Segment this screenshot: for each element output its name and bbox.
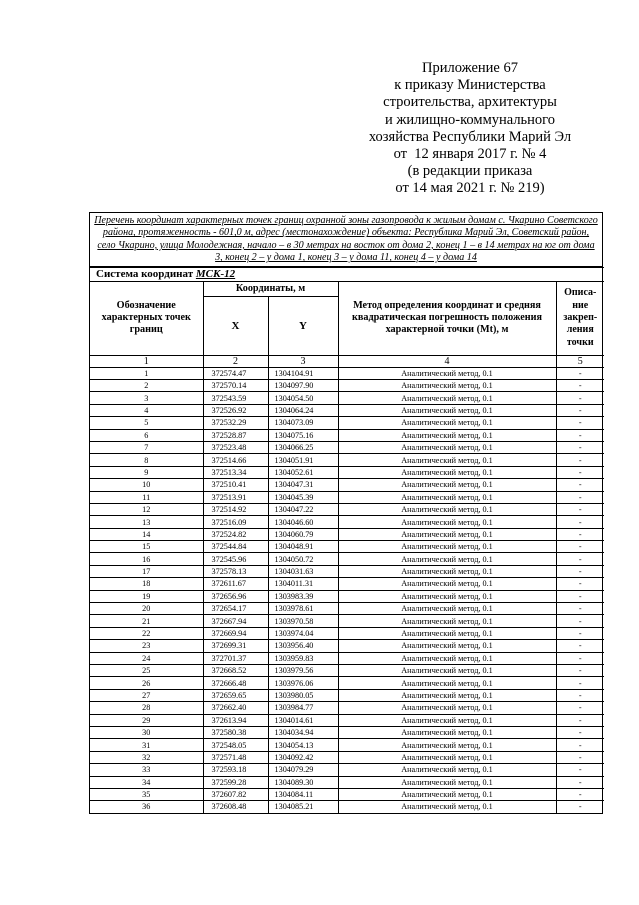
cell-y: 1304060.79: [268, 528, 338, 540]
cell-x: 372548.05: [203, 739, 268, 751]
column-numbers-row: [90, 355, 604, 367]
cell-point: 25: [90, 665, 203, 677]
cell-x: 372613.94: [203, 714, 268, 726]
cell-point: 34: [90, 776, 203, 788]
cell-method: Аналитический метод, 0.1: [338, 466, 556, 478]
cell-desc: -: [556, 714, 604, 726]
cell-y: 1304054.13: [268, 739, 338, 751]
cell-point: 29: [90, 714, 203, 726]
cell-y: 1304066.25: [268, 441, 338, 453]
cell-method: Аналитический метод, 0.1: [338, 367, 556, 379]
cell-point: 17: [90, 565, 203, 577]
column-number: 1: [90, 355, 203, 367]
cell-y: 1304031.63: [268, 565, 338, 577]
cell-desc: -: [556, 380, 604, 392]
header-y: Y: [268, 296, 338, 355]
cell-y: 1303959.83: [268, 652, 338, 664]
cell-point: 23: [90, 640, 203, 652]
cell-y: 1304050.72: [268, 553, 338, 565]
cell-y: 1304084.11: [268, 788, 338, 800]
cell-point: 1: [90, 367, 203, 379]
cell-desc: -: [556, 627, 604, 639]
cell-x: 372607.82: [203, 788, 268, 800]
cell-point: 31: [90, 739, 203, 751]
cell-point: 2: [90, 380, 203, 392]
cell-x: 372513.34: [203, 466, 268, 478]
cell-x: 372532.29: [203, 417, 268, 429]
cell-y: 1303980.05: [268, 689, 338, 701]
cell-method: Аналитический метод, 0.1: [338, 491, 556, 503]
cell-point: 13: [90, 516, 203, 528]
cell-point: 27: [90, 689, 203, 701]
table-row: [90, 702, 604, 714]
cell-y: 1303983.39: [268, 590, 338, 602]
header-line: строительства, архитектуры: [383, 94, 557, 111]
cell-x: 372701.37: [203, 652, 268, 664]
cell-method: Аналитический метод, 0.1: [338, 454, 556, 466]
cell-point: 7: [90, 441, 203, 453]
table-row: [90, 516, 604, 528]
cell-point: 10: [90, 479, 203, 491]
column-number: 4: [338, 355, 556, 367]
table-row: [90, 714, 604, 726]
intro-paragraph: Перечень координат характерных точек границ охранной зоны газопровода к жилым домам с. Чкарино Советского района, протяженность - 601,0 м, адрес (местонахождение) объекта: Республика Марий Эл, Советский район, село Чкарино, улица Молодежная, начало – в 30 метрах на восток от дома 2, конец 1 – в 14 метрах на юг от дома 3, конец 2 – у дома 1, конец 3 – у дома 11, конец 4 – у дома 14: [90, 213, 602, 267]
header-line: (в редакции приказа: [407, 163, 533, 180]
cell-method: Аналитический метод, 0.1: [338, 516, 556, 528]
cell-method: Аналитический метод, 0.1: [338, 380, 556, 392]
cell-method: Аналитический метод, 0.1: [338, 726, 556, 738]
cell-y: 1303978.61: [268, 603, 338, 615]
cell-desc: -: [556, 739, 604, 751]
cell-method: Аналитический метод, 0.1: [338, 652, 556, 664]
cell-x: 372608.48: [203, 801, 268, 813]
coordinate-system-value: МСК-12: [195, 268, 236, 281]
cell-method: Аналитический метод, 0.1: [338, 776, 556, 788]
cell-point: 14: [90, 528, 203, 540]
cell-method: Аналитический метод, 0.1: [338, 578, 556, 590]
cell-point: 3: [90, 392, 203, 404]
table-row: [90, 454, 604, 466]
cell-x: 372545.96: [203, 553, 268, 565]
column-number: 3: [268, 355, 338, 367]
cell-x: 372514.92: [203, 503, 268, 515]
header-coords: Координаты, м: [203, 281, 338, 296]
header-line: Приложение 67: [422, 60, 518, 76]
cell-point: 18: [90, 578, 203, 590]
cell-method: Аналитический метод, 0.1: [338, 615, 556, 627]
cell-method: Аналитический метод, 0.1: [338, 603, 556, 615]
cell-x: 372666.48: [203, 677, 268, 689]
cell-method: Аналитический метод, 0.1: [338, 739, 556, 751]
cell-y: 1304052.61: [268, 466, 338, 478]
cell-method: Аналитический метод, 0.1: [338, 479, 556, 491]
cell-method: Аналитический метод, 0.1: [338, 404, 556, 416]
cell-desc: -: [556, 392, 604, 404]
cell-y: 1303976.06: [268, 677, 338, 689]
cell-point: 5: [90, 417, 203, 429]
cell-point: 6: [90, 429, 203, 441]
cell-y: 1304079.29: [268, 764, 338, 776]
cell-method: Аналитический метод, 0.1: [338, 801, 556, 813]
cell-method: Аналитический метод, 0.1: [338, 714, 556, 726]
cell-point: 4: [90, 404, 203, 416]
cell-desc: -: [556, 528, 604, 540]
cell-desc: -: [556, 429, 604, 441]
cell-desc: -: [556, 702, 604, 714]
table-row: [90, 801, 604, 813]
coordinates-table: [90, 267, 604, 813]
table-row: [90, 739, 604, 751]
table-row: [90, 528, 604, 540]
cell-y: 1304064.24: [268, 404, 338, 416]
table-row: [90, 665, 604, 677]
cell-desc: -: [556, 404, 604, 416]
header-x: X: [203, 296, 268, 355]
coordinate-system-row: [90, 267, 604, 281]
header-row: [90, 281, 604, 296]
cell-x: 372510.41: [203, 479, 268, 491]
cell-y: 1303974.04: [268, 627, 338, 639]
cell-point: 8: [90, 454, 203, 466]
cell-y: 1303970.58: [268, 615, 338, 627]
cell-point: 28: [90, 702, 203, 714]
cell-point: 11: [90, 491, 203, 503]
cell-point: 19: [90, 590, 203, 602]
header-point: Обозначение характерных точек границ: [90, 281, 203, 355]
cell-desc: -: [556, 479, 604, 491]
cell-desc: -: [556, 788, 604, 800]
cell-y: 1304085.21: [268, 801, 338, 813]
table-row: [90, 764, 604, 776]
cell-desc: -: [556, 603, 604, 615]
cell-desc: -: [556, 776, 604, 788]
cell-method: Аналитический метод, 0.1: [338, 553, 556, 565]
document-header: [330, 60, 610, 198]
cell-desc: -: [556, 665, 604, 677]
column-number: 5: [556, 355, 604, 367]
cell-desc: -: [556, 764, 604, 776]
cell-x: 372543.59: [203, 392, 268, 404]
cell-point: 21: [90, 615, 203, 627]
cell-method: Аналитический метод, 0.1: [338, 702, 556, 714]
cell-point: 36: [90, 801, 203, 813]
cell-desc: -: [556, 516, 604, 528]
cell-desc: -: [556, 590, 604, 602]
cell-y: 1303956.40: [268, 640, 338, 652]
cell-x: 372544.84: [203, 541, 268, 553]
cell-x: 372611.67: [203, 578, 268, 590]
cell-desc: -: [556, 801, 604, 813]
cell-y: 1304097.90: [268, 380, 338, 392]
cell-point: 30: [90, 726, 203, 738]
table-row: [90, 776, 604, 788]
cell-method: Аналитический метод, 0.1: [338, 751, 556, 763]
cell-y: 1304089.30: [268, 776, 338, 788]
cell-method: Аналитический метод, 0.1: [338, 503, 556, 515]
cell-x: 372571.48: [203, 751, 268, 763]
table-row: [90, 553, 604, 565]
cell-x: 372570.14: [203, 380, 268, 392]
cell-method: Аналитический метод, 0.1: [338, 565, 556, 577]
cell-desc: -: [556, 652, 604, 664]
cell-point: 20: [90, 603, 203, 615]
cell-method: Аналитический метод, 0.1: [338, 627, 556, 639]
table-row: [90, 441, 604, 453]
table-row: [90, 603, 604, 615]
cell-y: 1304048.91: [268, 541, 338, 553]
cell-method: Аналитический метод, 0.1: [338, 590, 556, 602]
cell-desc: -: [556, 726, 604, 738]
coordinate-system-cell: [90, 267, 604, 281]
cell-method: Аналитический метод, 0.1: [338, 429, 556, 441]
cell-y: 1304046.60: [268, 516, 338, 528]
header-line: от 14 мая 2021 г. № 219): [395, 180, 545, 197]
cell-point: 24: [90, 652, 203, 664]
header-desc: Описа- ние закреп- ления точки: [556, 281, 604, 355]
header-line: от 12 января 2017 г. № 4: [393, 146, 547, 163]
cell-method: Аналитический метод, 0.1: [338, 541, 556, 553]
cell-desc: -: [556, 565, 604, 577]
table-row: [90, 652, 604, 664]
table-row: [90, 479, 604, 491]
table-row: [90, 689, 604, 701]
cell-desc: -: [556, 578, 604, 590]
header-line: хозяйства Республики Марий Эл: [368, 128, 572, 145]
table-row: [90, 627, 604, 639]
cell-method: Аналитический метод, 0.1: [338, 640, 556, 652]
cell-method: Аналитический метод, 0.1: [338, 392, 556, 404]
cell-desc: -: [556, 541, 604, 553]
cell-desc: -: [556, 689, 604, 701]
table-row: [90, 640, 604, 652]
cell-method: Аналитический метод, 0.1: [338, 528, 556, 540]
cell-x: 372516.09: [203, 516, 268, 528]
cell-desc: -: [556, 640, 604, 652]
cell-x: 372659.65: [203, 689, 268, 701]
cell-desc: -: [556, 553, 604, 565]
cell-desc: -: [556, 503, 604, 515]
header-line: к приказу Министерства: [394, 77, 546, 94]
cell-point: 9: [90, 466, 203, 478]
cell-x: 372656.96: [203, 590, 268, 602]
cell-x: 372526.92: [203, 404, 268, 416]
cell-x: 372667.94: [203, 615, 268, 627]
cell-y: 1304073.09: [268, 417, 338, 429]
cell-desc: -: [556, 441, 604, 453]
table-row: [90, 615, 604, 627]
table-row: [90, 677, 604, 689]
cell-y: 1304051.91: [268, 454, 338, 466]
coordinates-document: [89, 212, 603, 814]
cell-x: 372580.38: [203, 726, 268, 738]
cell-y: 1304092.42: [268, 751, 338, 763]
table-row: [90, 429, 604, 441]
cell-x: 372669.94: [203, 627, 268, 639]
cell-y: 1303979.56: [268, 665, 338, 677]
cell-desc: -: [556, 466, 604, 478]
cell-method: Аналитический метод, 0.1: [338, 677, 556, 689]
cell-y: 1304104.91: [268, 367, 338, 379]
cell-x: 372578.13: [203, 565, 268, 577]
table-row: [90, 788, 604, 800]
table-row: [90, 491, 604, 503]
coordinate-system-label: Система координат: [96, 268, 194, 281]
cell-y: 1304045.39: [268, 491, 338, 503]
cell-point: 26: [90, 677, 203, 689]
cell-x: 372662.40: [203, 702, 268, 714]
column-number: 2: [203, 355, 268, 367]
cell-x: 372523.48: [203, 441, 268, 453]
table-row: [90, 565, 604, 577]
cell-method: Аналитический метод, 0.1: [338, 665, 556, 677]
cell-x: 372593.18: [203, 764, 268, 776]
cell-point: 12: [90, 503, 203, 515]
cell-x: 372668.52: [203, 665, 268, 677]
cell-point: 35: [90, 788, 203, 800]
table-row: [90, 541, 604, 553]
cell-point: 33: [90, 764, 203, 776]
cell-x: 372574.47: [203, 367, 268, 379]
cell-method: Аналитический метод, 0.1: [338, 764, 556, 776]
table-row: [90, 503, 604, 515]
cell-desc: -: [556, 417, 604, 429]
cell-desc: -: [556, 491, 604, 503]
cell-method: Аналитический метод, 0.1: [338, 417, 556, 429]
cell-desc: -: [556, 751, 604, 763]
table-row: [90, 466, 604, 478]
cell-y: 1304054.50: [268, 392, 338, 404]
cell-desc: -: [556, 677, 604, 689]
cell-y: 1303984.77: [268, 702, 338, 714]
cell-x: 372524.82: [203, 528, 268, 540]
cell-y: 1304047.31: [268, 479, 338, 491]
cell-y: 1304011.31: [268, 578, 338, 590]
table-row: [90, 578, 604, 590]
table-row: [90, 726, 604, 738]
table-row: [90, 380, 604, 392]
table-row: [90, 590, 604, 602]
table-row: [90, 404, 604, 416]
cell-point: 15: [90, 541, 203, 553]
cell-point: 32: [90, 751, 203, 763]
cell-x: 372654.17: [203, 603, 268, 615]
cell-desc: -: [556, 367, 604, 379]
cell-x: 372699.31: [203, 640, 268, 652]
table-row: [90, 367, 604, 379]
cell-method: Аналитический метод, 0.1: [338, 788, 556, 800]
cell-point: 22: [90, 627, 203, 639]
header-method: Метод определения координат и средняя квадратическая погрешность положения характерной точки (Mt), м: [338, 281, 556, 355]
cell-desc: -: [556, 454, 604, 466]
header-line: и жилищно-коммунального: [384, 111, 556, 128]
cell-desc: -: [556, 615, 604, 627]
cell-y: 1304047.22: [268, 503, 338, 515]
cell-x: 372513.91: [203, 491, 268, 503]
cell-x: 372528.87: [203, 429, 268, 441]
table-row: [90, 392, 604, 404]
table-row: [90, 417, 604, 429]
cell-x: 372599.28: [203, 776, 268, 788]
table-row: [90, 751, 604, 763]
cell-y: 1304014.61: [268, 714, 338, 726]
cell-method: Аналитический метод, 0.1: [338, 689, 556, 701]
cell-method: Аналитический метод, 0.1: [338, 441, 556, 453]
cell-y: 1304075.16: [268, 429, 338, 441]
cell-x: 372514.66: [203, 454, 268, 466]
cell-y: 1304034.94: [268, 726, 338, 738]
cell-point: 16: [90, 553, 203, 565]
